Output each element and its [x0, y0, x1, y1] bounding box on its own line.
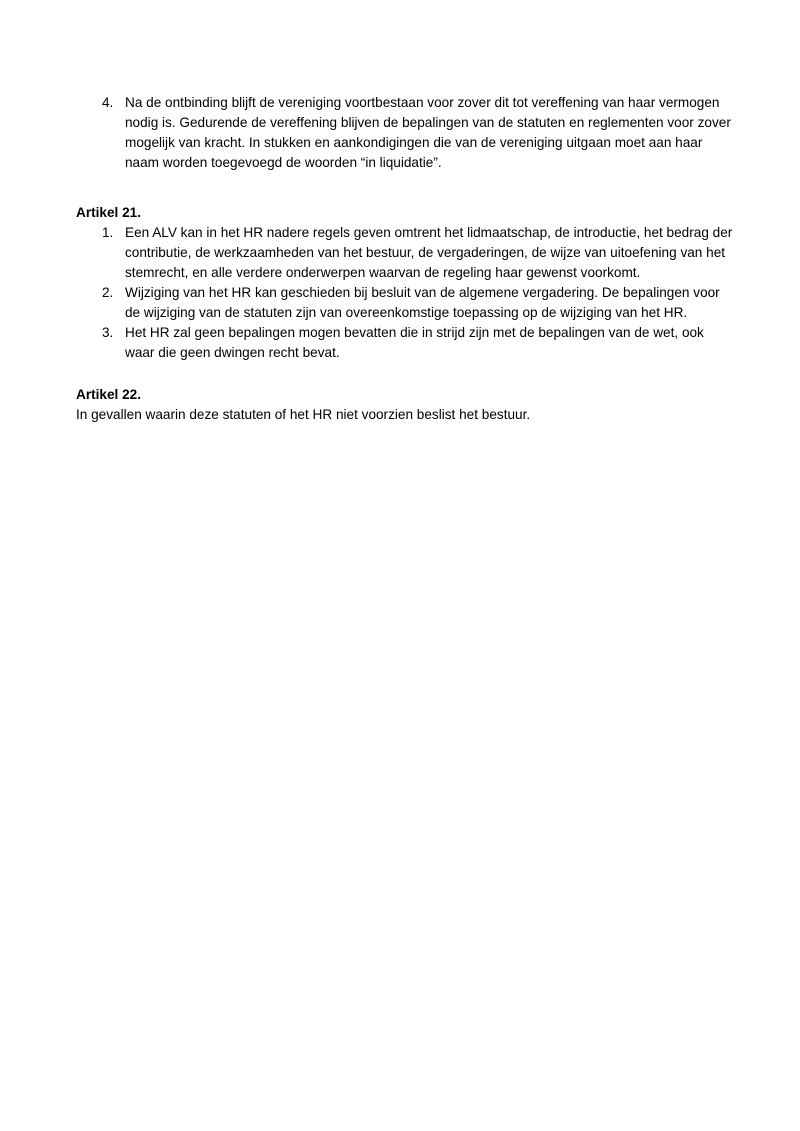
list-item [76, 283, 736, 323]
paragraph: In gevallen waarin deze statuten of het HR niet voorzien beslist het bestuur. [76, 407, 531, 422]
list-number: 4. [102, 95, 114, 110]
list-number: 3. [102, 325, 114, 340]
list-text: Wijziging van het HR kan geschieden bij besluit van de algemene vergadering. De bepalingen voor de wijziging van de statuten zijn van overeenkomstige toepassing op de wijziging van het HR. [125, 285, 720, 320]
list-text: Na de ontbinding blijft de vereniging voortbestaan voor zover dit tot vereffening van haar vermogen nodig is. Gedurende de vereffening blijven de bepalingen van de statuten en reglementen voor zover mogelijk van kracht. In stukken en aankondigingen die van de vereniging uitgaan moet aan haar naam worden toegevoegd de woorden “in liquidatie”. [125, 95, 731, 170]
list-item [76, 93, 736, 173]
list-item [76, 223, 736, 283]
section-heading-artikel-21: Artikel 21. [76, 205, 141, 220]
spacer [76, 363, 736, 385]
list-text: Het HR zal geen bepalingen mogen bevatten die in strijd zijn met de bepalingen van de wet, ook waar die geen dwingen recht bevat. [125, 325, 704, 360]
list-item [76, 323, 736, 363]
list-number: 1. [102, 225, 114, 240]
document-page [76, 93, 736, 425]
list-number: 2. [102, 285, 114, 300]
section-heading-artikel-22: Artikel 22. [76, 387, 141, 402]
list-text: Een ALV kan in het HR nadere regels geven omtrent het lidmaatschap, de introductie, het bedrag der contributie, de werkzaamheden van het bestuur, de vergaderingen, de wijze van uitoefening van het stemrecht, en alle verdere onderwerpen waarvan de regeling haar gewenst voorkomt. [125, 225, 733, 280]
spacer [76, 173, 736, 203]
